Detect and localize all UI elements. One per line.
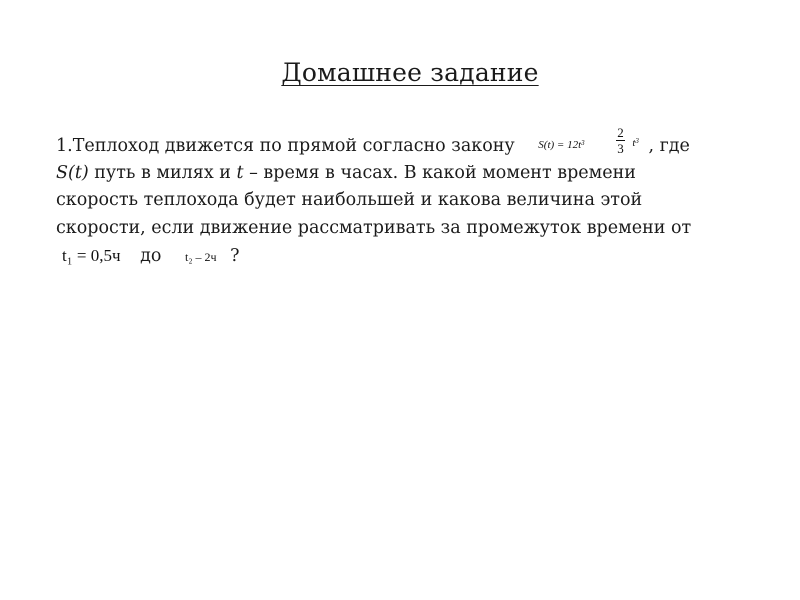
task-line-2-rest: – время в часах. В какой момент времени bbox=[243, 162, 636, 183]
page-title: Домашнее задание bbox=[281, 58, 539, 87]
question-mark: ? bbox=[230, 246, 240, 266]
task-line-2-mid: путь в милях и bbox=[88, 162, 237, 183]
fraction-denominator: 3 bbox=[617, 141, 624, 156]
task-text bbox=[56, 125, 756, 270]
formula-s-of-t: $S(t) = 12t^3$ bbox=[538, 139, 585, 151]
task-line-4: скорости, если движение рассматривать за промежуток времени от bbox=[56, 217, 692, 238]
fraction-numerator: 2 bbox=[617, 125, 624, 140]
formula-t-cubed: $t^3$ bbox=[632, 137, 639, 149]
task-line-5 bbox=[56, 242, 756, 270]
t-symbol: t bbox=[236, 162, 244, 183]
task-line-1 bbox=[56, 125, 756, 160]
s-of-t-symbol: S(t) bbox=[56, 162, 89, 183]
word-do: до bbox=[140, 246, 162, 266]
task-where: , где bbox=[648, 136, 690, 156]
task-prefix: 1.Теплоход движется по прямой согласно закону bbox=[56, 136, 515, 156]
formula-fraction bbox=[616, 126, 625, 155]
formula-t1: t₁ = 0,5ч bbox=[62, 246, 121, 265]
task-line-2 bbox=[56, 160, 756, 188]
task-line-3: скорость теплохода будет наибольшей и какова величина этой bbox=[56, 190, 643, 210]
formula-t2: t₂ – 2ч bbox=[185, 250, 217, 264]
